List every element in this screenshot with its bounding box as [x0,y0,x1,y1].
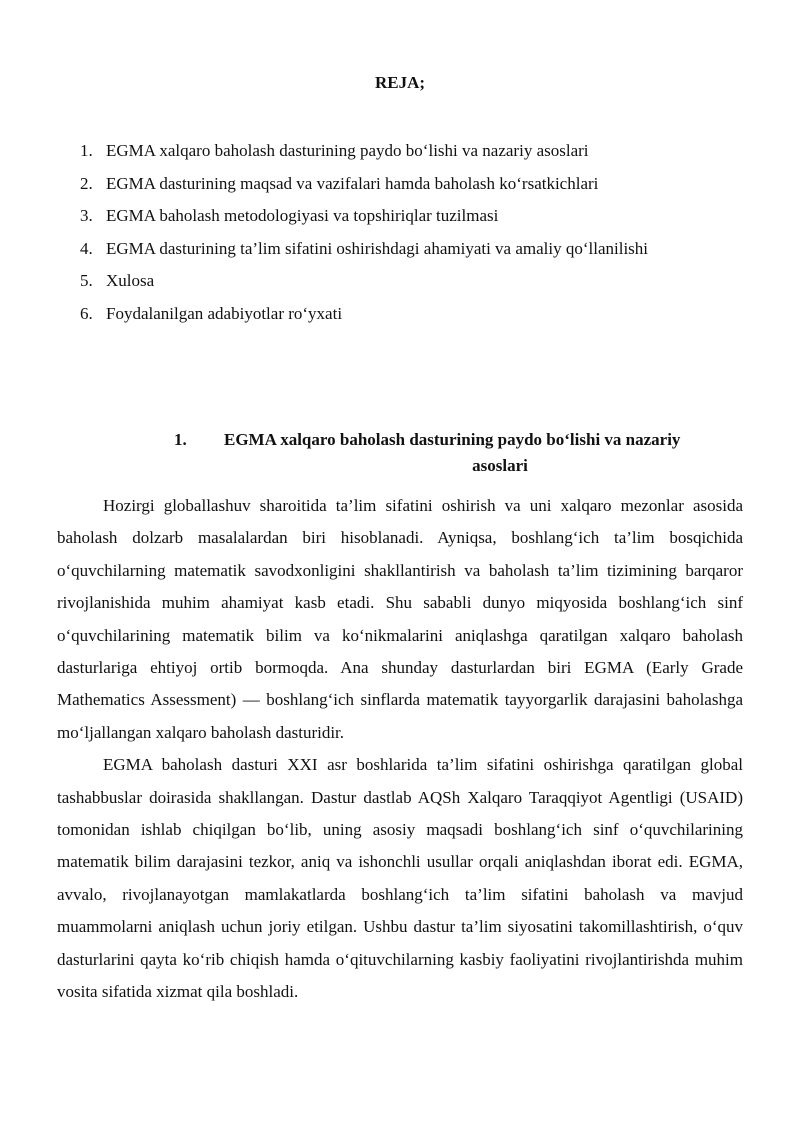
paragraph: EGMA baholash dasturi XXI asr boshlarida ta’lim sifatini oshirishga qaratilgan global tashabbuslar doirasida shakllangan. Dastur dastlab AQSh Xalqaro Taraqqiyot Agentligi (USAID) tomonidan ishlab chiqilgan bo‘lib, uning asosiy maqsadi boshlang‘ich sinf o‘quvchilarining matematik bilim darajasini tezkor, aniq va ishonchli usullar orqali aniqlashdan iborat edi. EGMA, avvalo, rivojlanayotgan mamlakatlarda boshlang‘ich ta’lim sifatini baholash va mavjud muammolarni aniqlash uchun joriy etilgan. Ushbu dastur ta’lim siyosatini takomillashtirish, o‘quv dasturlarini qayta ko‘rib chiqish hamda o‘qituvchilarning kasbiy faoliyatini rivojlantirishda muhim vosita sifatida xizmat qila boshladi. [57,755,743,1002]
toc-item [80,233,648,266]
toc-item-number: 1. [80,141,93,160]
toc-item-text: Xulosa [106,271,155,290]
toc-item-number: 6. [80,303,93,323]
table-of-contents [80,135,648,330]
section-title-line1: EGMA xalqaro baholash dasturining paydo bo‘lishi va nazariy [224,430,681,449]
page-title: REJA; [374,73,426,92]
section-heading [80,427,760,479]
toc-item [80,135,648,168]
toc-item-number: 4. [80,238,93,258]
toc-item-number: 5. [80,271,93,290]
toc-item-text: EGMA baholash metodologiyasi va topshiriqlar tuzilmasi [106,206,499,225]
section-heading-line1 [80,427,760,453]
toc-item-number: 3. [80,206,93,225]
toc-item-text: EGMA dasturining maqsad va vazifalari hamda baholash ko‘rsatkichlari [106,173,599,193]
toc-item [80,168,648,201]
toc-item-text: EGMA dasturining ta’lim sifatini oshirishdagi ahamiyati va amaliy qo‘llanilishi [106,238,649,258]
toc-item-text: Foydalanilgan adabiyotlar ro‘yxati [106,303,343,323]
toc-item [80,200,648,233]
toc-item [80,265,648,298]
toc-item [80,298,648,331]
toc-item-number: 2. [80,173,93,193]
section-number: 1. [174,430,187,449]
body-text [57,490,743,1009]
toc-item-text: EGMA xalqaro baholash dasturining paydo bo‘lishi va nazariy asoslari [106,141,589,160]
section-title-line2: asoslari [472,456,528,475]
paragraph: Hozirgi globallashuv sharoitida ta’lim sifatini oshirish va uni xalqaro mezonlar asosida baholash dolzarb masalalardan biri hisoblanadi. Ayniqsa, boshlang‘ich ta’lim bosqichida o‘quvchilarning matematik savodxonligini shakllantirish va baholash ta’lim tizimining barqaror rivojlanishida muhim ahamiyat kasb etadi. Shu sababli dunyo miqyosida boshlang‘ich sinf o‘quvchilarining matematik bilim va ko‘nikmalarini aniqlashga qaratilgan xalqaro baholash dasturlariga ehtiyoj ortib bormoqda. Ana shunday dasturlardan biri EGMA (Early Grade Mathematics Assessment) — boshlang‘ich sinflarda matematik tayyorgarlik darajasini baholashga mo‘ljallangan xalqaro baholash dasturidir. [57,496,743,742]
